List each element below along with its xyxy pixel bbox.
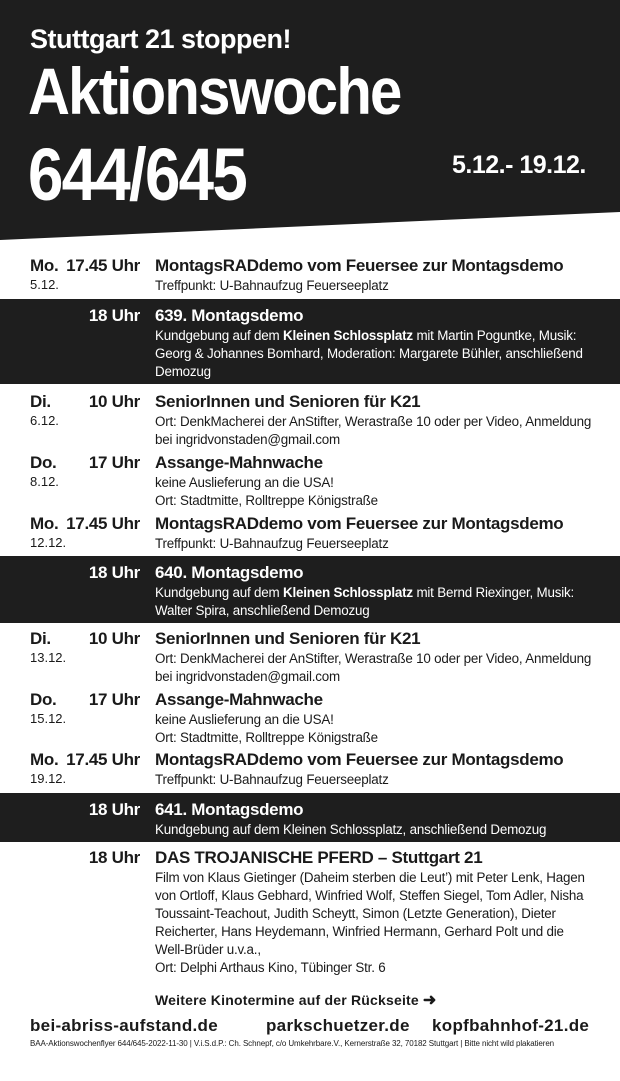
event-title: MontagsRADdemo vom Feuersee zur Montagsdemo bbox=[155, 514, 564, 533]
event-time: 17.45 Uhr bbox=[66, 514, 140, 533]
header-banner bbox=[0, 0, 620, 245]
event-day: Do. bbox=[30, 690, 57, 709]
event-row-highlight bbox=[0, 299, 620, 384]
more-dates-link[interactable] bbox=[155, 990, 437, 1010]
event-time: 17.45 Uhr bbox=[66, 750, 140, 769]
event-description bbox=[155, 277, 595, 295]
header-dates: 5.12.- 19.12. bbox=[452, 151, 586, 179]
event-row-highlight bbox=[0, 556, 620, 623]
event-desc-line: Ort: DenkMacherei der AnStifter, Werastraße 10 oder per Video, Anmeldung bei ingridvonstaden@gmail.com bbox=[155, 414, 592, 447]
event-date: 6.12. bbox=[30, 413, 59, 428]
event-title: Assange-Mahnwache bbox=[155, 453, 323, 472]
event-desc-line: Treffpunkt: U-Bahnaufzug Feuerseeplatz bbox=[155, 536, 389, 551]
event-time: 18 Uhr bbox=[88, 848, 140, 867]
arrow-right-icon: ➜ bbox=[422, 992, 437, 1009]
event-date: 8.12. bbox=[30, 474, 59, 489]
event-title: SeniorInnen und Senioren für K21 bbox=[155, 392, 421, 411]
event-title: 641. Montagsdemo bbox=[155, 800, 304, 819]
event-desc-line: Kundgebung auf dem Kleinen Schlossplatz, anschließend Demozug bbox=[155, 822, 547, 837]
event-desc-line: Treffpunkt: U-Bahnaufzug Feuerseeplatz bbox=[155, 772, 389, 787]
event-row bbox=[0, 392, 620, 450]
event-title: SeniorInnen und Senioren für K21 bbox=[155, 629, 421, 648]
event-description bbox=[155, 821, 595, 839]
event-row bbox=[0, 453, 620, 511]
event-day: Di. bbox=[30, 392, 51, 411]
event-description bbox=[155, 413, 595, 449]
event-desc-line: Ort: Stadtmitte, Rolltreppe Königstraße bbox=[155, 493, 378, 508]
event-date: 19.12. bbox=[30, 771, 67, 786]
event-row bbox=[0, 514, 620, 554]
event-time: 18 Uhr bbox=[88, 563, 140, 582]
event-desc-line: Treffpunkt: U-Bahnaufzug Feuerseeplatz bbox=[155, 278, 389, 293]
event-desc-text: Kundgebung auf dem bbox=[155, 328, 283, 343]
event-description bbox=[155, 474, 595, 510]
event-row bbox=[0, 848, 620, 983]
event-date: 15.12. bbox=[30, 711, 67, 726]
event-title: MontagsRADdemo vom Feuersee zur Montagsdemo bbox=[155, 256, 564, 275]
imprint-text: BAA-Aktionswochenflyer 644/645-2022-11-30 | V.i.S.d.P.: Ch. Schnepf, c/o Umkehrbare.V., Kernerstraße 32, 70182 Stuttgart | Bitte nicht wild plakatieren bbox=[30, 1039, 555, 1048]
event-desc-line: Ort: DenkMacherei der AnStifter, Werastraße 10 oder per Video, Anmeldung bei ingridvonstaden@gmail.com bbox=[155, 651, 592, 684]
event-desc-line: Ort: Stadtmitte, Rolltreppe Königstraße bbox=[155, 730, 378, 745]
event-time: 17 Uhr bbox=[88, 690, 140, 709]
event-description bbox=[155, 869, 595, 977]
event-time: 10 Uhr bbox=[88, 392, 140, 411]
event-row bbox=[0, 690, 620, 748]
event-day: Mo. bbox=[30, 750, 59, 769]
event-desc-line: Film von Klaus Gietinger (Daheim sterben die Leut’) mit Peter Lenk, Hagen von Ortloff, Klaus Gebhard, Winfried Wolf, Steffen Siegel, Tom Adler, Nisha Toussaint-Teachout, Judith Scheytt, Simon (Letzte Generation), Dieter Reicherter, Hans Heydemann, Winfried Hermann, Gerhard Polt und die Well-Brüder u.v.a., bbox=[155, 870, 585, 957]
event-description bbox=[155, 711, 595, 747]
event-row bbox=[0, 750, 620, 790]
header-subtitle: Stuttgart 21 stoppen! bbox=[30, 24, 292, 54]
event-row bbox=[0, 629, 620, 687]
event-description bbox=[155, 327, 595, 381]
header-title: Aktionswoche bbox=[28, 54, 401, 128]
event-desc-line: keine Auslieferung an die USA! bbox=[155, 712, 334, 727]
event-date: 12.12. bbox=[30, 535, 67, 550]
event-title: MontagsRADdemo vom Feuersee zur Montagsdemo bbox=[155, 750, 564, 769]
event-desc-text: mit Martin Poguntke, Musik: Georg & Johannes Bomhard, Moderation: Margarete Bühler, anschließend Demozug bbox=[155, 328, 583, 379]
event-day: Di. bbox=[30, 629, 51, 648]
footer-link-kopfbahnhof[interactable]: kopfbahnhof-21.de bbox=[432, 1016, 590, 1035]
event-row-highlight bbox=[0, 793, 620, 842]
event-day: Do. bbox=[30, 453, 57, 472]
event-desc-bold: Kleinen Schlossplatz bbox=[282, 585, 413, 600]
event-title: 639. Montagsdemo bbox=[155, 306, 304, 325]
event-desc-text: Kundgebung auf dem bbox=[155, 585, 283, 600]
more-dates-label: Weitere Kinotermine auf der Rückseite bbox=[155, 992, 419, 1008]
event-desc-text: mit Bernd Riexinger, Musik: Walter Spira, anschließend Demozug bbox=[155, 585, 575, 618]
event-title: DAS TROJANISCHE PFERD – Stuttgart 21 bbox=[155, 848, 483, 867]
event-title: 640. Montagsdemo bbox=[155, 563, 304, 582]
event-title: Assange-Mahnwache bbox=[155, 690, 323, 709]
header-number: 644/645 bbox=[28, 133, 247, 216]
event-time: 17.45 Uhr bbox=[66, 256, 140, 275]
event-day: Mo. bbox=[30, 514, 59, 533]
event-description bbox=[155, 771, 595, 789]
event-date: 13.12. bbox=[30, 650, 67, 665]
footer-link-parkschuetzer[interactable]: parkschuetzer.de bbox=[266, 1016, 410, 1035]
event-time: 18 Uhr bbox=[88, 306, 140, 325]
event-description bbox=[155, 584, 595, 620]
event-desc-bold: Kleinen Schlossplatz bbox=[282, 328, 413, 343]
event-row bbox=[0, 256, 620, 296]
event-date: 5.12. bbox=[30, 277, 59, 292]
event-description bbox=[155, 650, 595, 686]
event-time: 17 Uhr bbox=[88, 453, 140, 472]
event-description bbox=[155, 535, 595, 553]
footer-link-bei-abriss-aufstand[interactable]: bei-abriss-aufstand.de bbox=[30, 1016, 218, 1035]
event-time: 10 Uhr bbox=[88, 629, 140, 648]
event-day: Mo. bbox=[30, 256, 59, 275]
event-desc-line: Ort: Delphi Arthaus Kino, Tübinger Str. 6 bbox=[155, 960, 386, 975]
event-desc-line: keine Auslieferung an die USA! bbox=[155, 475, 334, 490]
event-time: 18 Uhr bbox=[88, 800, 140, 819]
